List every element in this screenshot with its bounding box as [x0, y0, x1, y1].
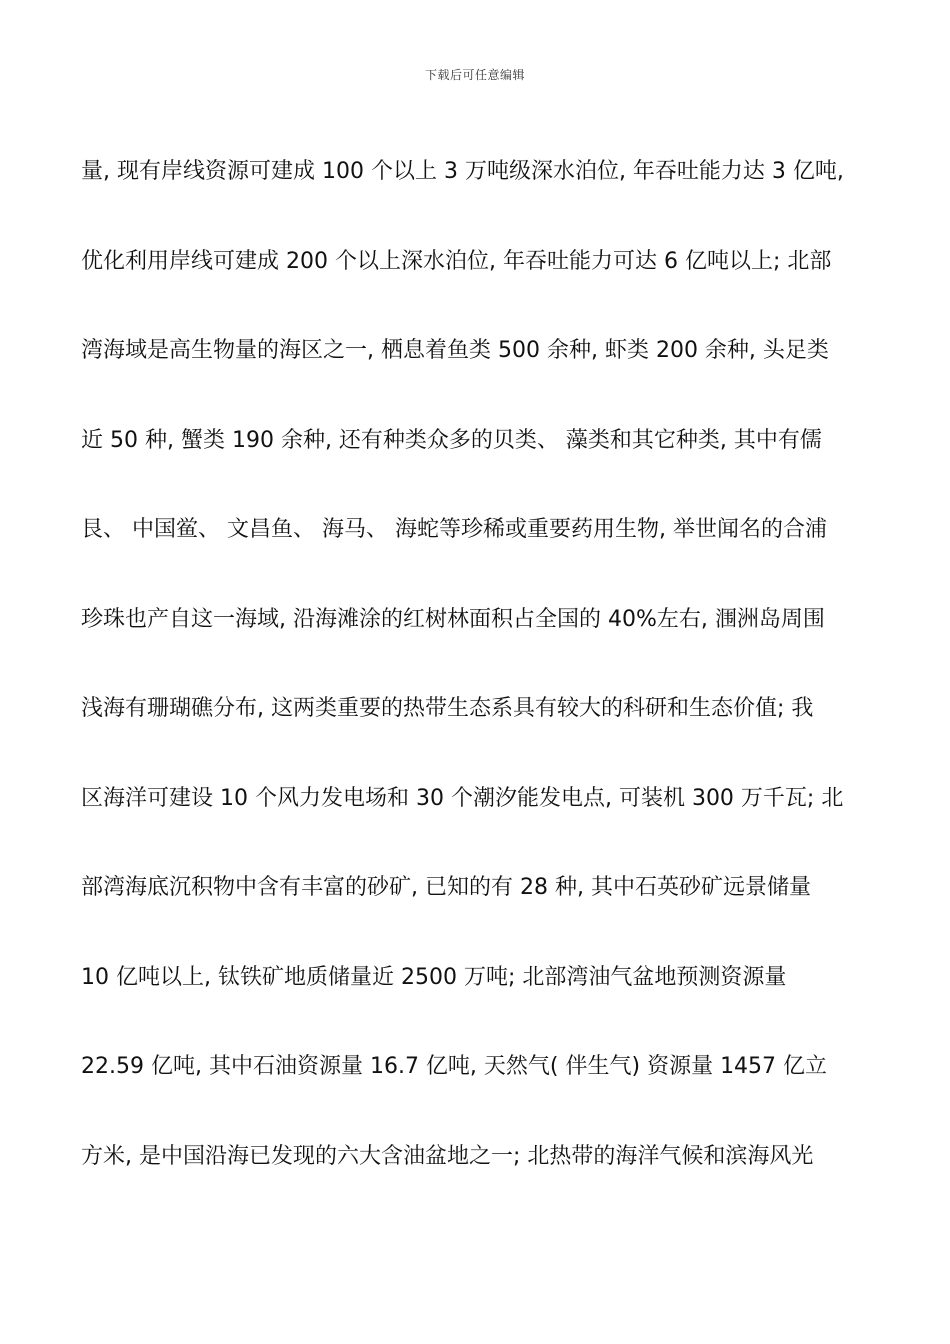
text-line: 22.59 亿吨, 其中石油资源量 16.7 亿吨, 天然气( 伴生气) 资源量 1457 亿立	[81, 1054, 828, 1079]
text-line: 浅海有珊瑚礁分布, 这两类重要的热带生态系具有较大的科研和生态价值; 我	[81, 696, 814, 721]
body-text	[81, 148, 881, 1222]
text-line: 方米, 是中国沿海已发现的六大含油盆地之一; 北热带的海洋气候和滨海风光	[81, 1143, 814, 1169]
text-line: 珍珠也产自这一海域, 沿海滩涂的红树林面积占全国的 40%左右, 涠洲岛周围	[81, 606, 825, 632]
text-line: 优化利用岸线可建成 200 个以上深水泊位, 年吞吐能力可达 6 亿吨以上; 北部	[81, 248, 832, 274]
text-line: 区海洋可建设 10 个风力发电场和 30 个潮汐能发电点, 可装机 300 万千瓦; 北	[81, 785, 844, 811]
page-header: 下载后可任意编辑	[424, 68, 525, 82]
text-line: 近 50 种, 蟹类 190 余种, 还有种类众多的贝类、 藻类和其它种类, 其中有儒	[81, 427, 822, 453]
text-line: 湾海域是高生物量的海区之一, 栖息着鱼类 500 余种, 虾类 200 余种, 头足类	[81, 338, 829, 363]
text-line: 艮、 中国鲎、 文昌鱼、 海马、 海蛇等珍稀或重要药用生物, 举世闻名的合浦	[81, 517, 827, 542]
text-line: 量, 现有岸线资源可建成 100 个以上 3 万吨级深水泊位, 年吞吐能力达 3 亿吨,	[81, 159, 844, 184]
text-line: 10 亿吨以上, 钛铁矿地质储量近 2500 万吨; 北部湾油气盆地预测资源量	[81, 964, 787, 990]
text-line: 部湾海底沉积物中含有丰富的砂矿, 已知的有 28 种, 其中石英砂矿远景储量	[81, 875, 811, 900]
